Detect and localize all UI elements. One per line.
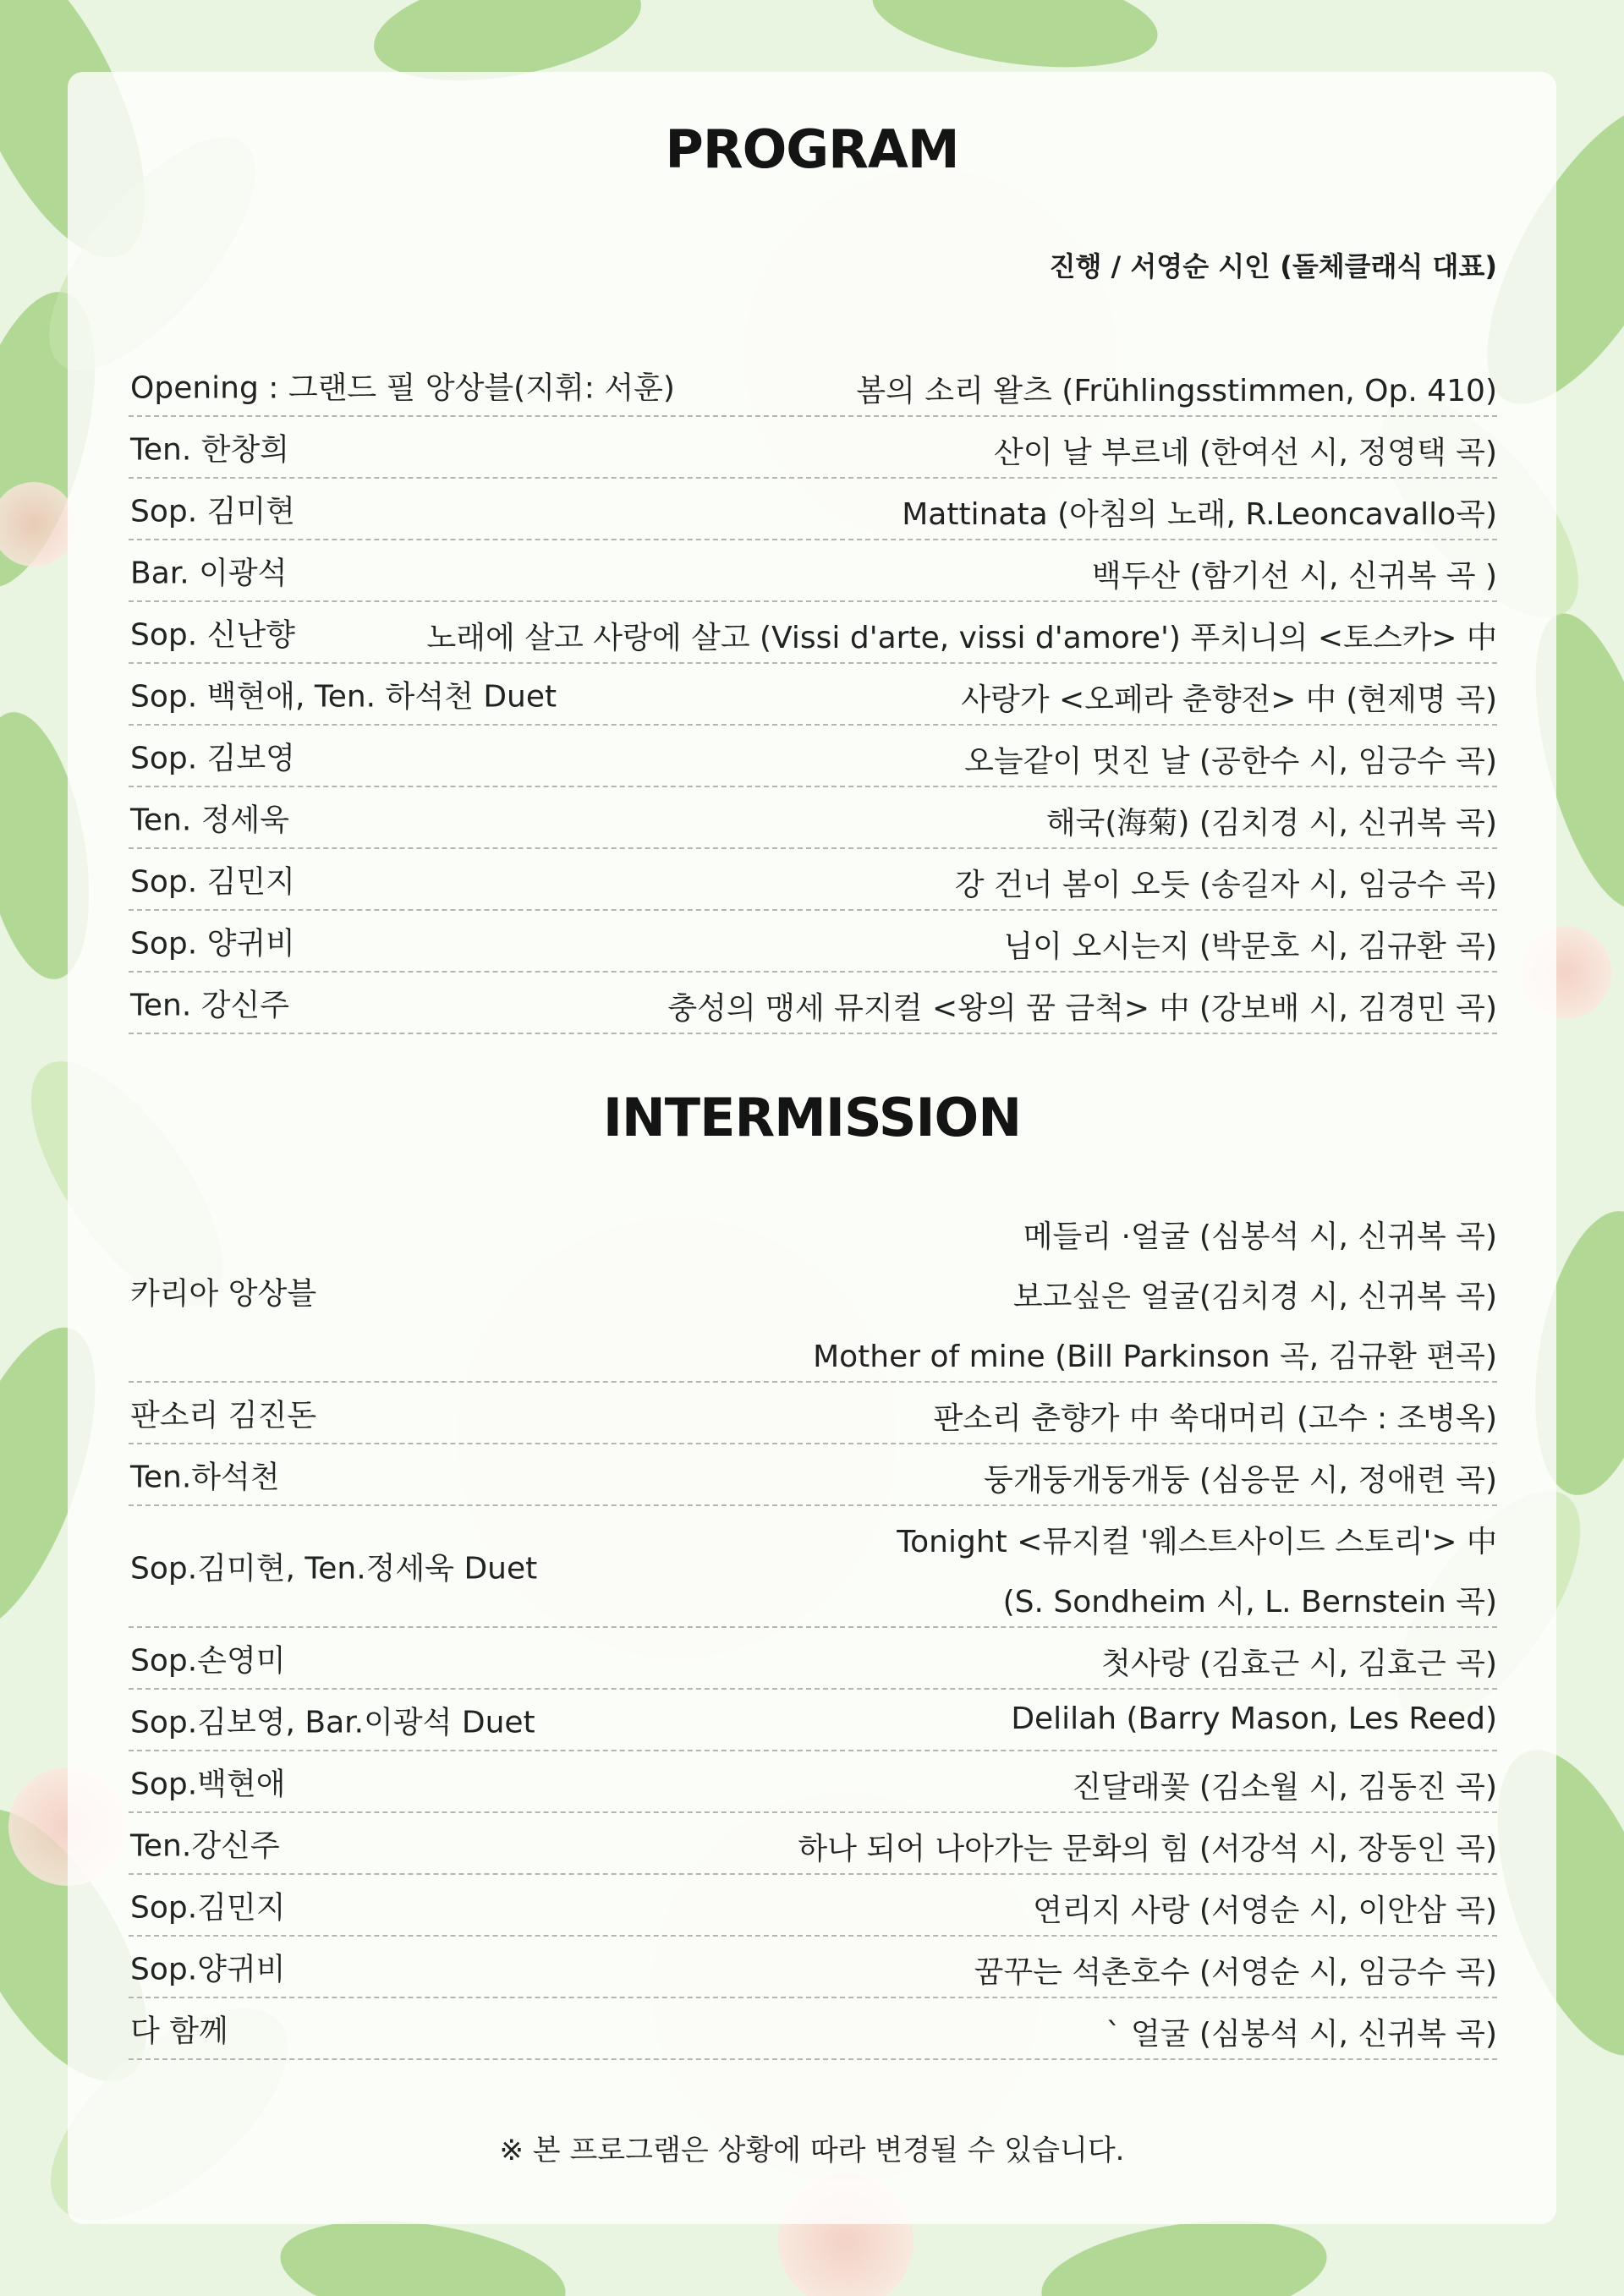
piece-title: 보고싶은 얼굴(김치경 시, 신귀복 곡) <box>1012 1280 1497 1314</box>
piece-title: 꿈꾸는 석촌호수 (서영순 시, 임긍수 곡) <box>974 1955 1497 1990</box>
performer-name: Sop.김보영, Bar.이광석 Duet <box>130 1705 535 1740</box>
piece-title: (S. Sondheim 시, L. Bernstein 곡) <box>1002 1585 1497 1619</box>
piece-title: 메들리 ·얼굴 (심봉석 시, 신귀복 곡) <box>1023 1219 1497 1254</box>
performer-name: Ten. 강신주 <box>130 988 290 1022</box>
program-row <box>129 787 1497 849</box>
piece-title: 진달래꽃 (김소월 시, 김동진 곡) <box>1072 1770 1497 1805</box>
piece-title: 노래에 살고 사랑에 살고 (Vissi d'arte, vissi d'amore') 푸치니의 <토스카> 中 <box>426 621 1497 655</box>
program-row <box>129 849 1497 911</box>
program-list <box>129 355 1497 1034</box>
piece-title: 첫사랑 (김효근 시, 김효근 곡) <box>1101 1647 1497 1681</box>
program-row <box>129 417 1497 479</box>
piece-title: 오늘같이 멋진 날 (공한수 시, 임긍수 곡) <box>964 744 1497 779</box>
performer-name: Sop. 김보영 <box>130 741 295 775</box>
piece-title: 백두산 (함기선 시, 신귀복 곡 ) <box>1091 559 1497 594</box>
piece-title: 님이 오시는지 (박문호 시, 김규환 곡) <box>1003 929 1497 964</box>
piece-title: 판소리 춘향가 中 쑥대머리 (고수 : 조병옥) <box>933 1401 1497 1436</box>
program-row <box>129 1383 1497 1444</box>
performer-name: Sop. 신난향 <box>130 617 295 652</box>
piece-title: 해국(海菊) (김치경 시, 신귀복 곡) <box>1045 806 1497 841</box>
program-row <box>129 1444 1497 1506</box>
program-row <box>129 1813 1497 1875</box>
piece-title: 하나 되어 나아가는 문화의 힘 (서강석 시, 장동인 곡) <box>798 1832 1497 1866</box>
performer-name: Sop. 김민지 <box>130 864 295 899</box>
performer-name: Ten.강신주 <box>130 1828 280 1863</box>
piece-title: 산이 날 부르네 (한여선 시, 정영택 곡) <box>993 436 1497 470</box>
program-row <box>129 540 1497 602</box>
program-row <box>129 1201 1497 1383</box>
piece-title: ` 얼굴 (심봉석 시, 신귀복 곡) <box>1106 2017 1497 2052</box>
program-row <box>129 602 1497 664</box>
performer-name: Sop.김미현, Ten.정세욱 Duet <box>130 1551 538 1586</box>
performer-name: Opening : 그랜드 필 앙상블(지휘: 서훈) <box>130 370 675 405</box>
program-row <box>129 1506 1497 1628</box>
program-row <box>129 1937 1497 1998</box>
program-row <box>129 664 1497 726</box>
program-row <box>129 726 1497 787</box>
program-row <box>129 479 1497 540</box>
performer-name: 판소리 김진돈 <box>130 1398 317 1433</box>
piece-title: 강 건너 봄이 오듯 (송길자 시, 임긍수 곡) <box>954 868 1497 902</box>
piece-title: 봄의 소리 왈츠 (Frühlingsstimmen, Op. 410) <box>856 374 1497 408</box>
program-row <box>129 1875 1497 1937</box>
performer-name: Sop.손영미 <box>130 1643 286 1678</box>
piece-title: 연리지 사랑 (서영순 시, 이안삼 곡) <box>1033 1893 1497 1928</box>
performer-name: Ten. 한창희 <box>130 432 290 467</box>
program-row <box>129 355 1497 417</box>
piece-title: 충성의 맹세 뮤지컬 <왕의 꿈 금척> 中 (강보배 시, 김경민 곡) <box>667 991 1497 1026</box>
performer-name: 카리아 앙상블 <box>130 1276 317 1311</box>
performer-name: Sop. 백현애, Ten. 하석천 Duet <box>130 679 557 714</box>
intermission-title: INTERMISSION <box>602 1087 1022 1148</box>
performer-name: Sop.백현애 <box>130 1767 286 1801</box>
piece-title: Mother of mine (Bill Parkinson 곡, 김규환 편곡) <box>813 1340 1497 1374</box>
program-row <box>129 1998 1497 2060</box>
piece-title: Mattinata (아침의 노래, R.Leoncavallo곡) <box>902 497 1497 532</box>
program-row <box>129 973 1497 1034</box>
piece-title: Delilah (Barry Mason, Les Reed) <box>1011 1701 1497 1736</box>
performer-name: Sop. 양귀비 <box>130 926 295 961</box>
program-row <box>129 1628 1497 1690</box>
program-row <box>129 1751 1497 1813</box>
performer-name: Sop.김민지 <box>130 1890 286 1925</box>
program-row <box>129 1690 1497 1751</box>
performer-name: Bar. 이광석 <box>130 556 288 590</box>
performer-name: Ten.하석천 <box>130 1460 280 1494</box>
performer-name: Sop.양귀비 <box>130 1952 286 1986</box>
piece-title: 둥개둥개둥개둥 (심응문 시, 정애련 곡) <box>984 1463 1497 1498</box>
performer-name: Sop. 김미현 <box>130 494 295 529</box>
change-notice: ※ 본 프로그램은 상황에 따라 변경될 수 있습니다. <box>499 2134 1125 2167</box>
performer-name: 다 함께 <box>130 2014 228 2048</box>
host-line: 진행 / 서영순 시인 (돌체클래식 대표) <box>1049 250 1497 282</box>
intermission-list <box>129 1201 1497 2060</box>
piece-title: Tonight <뮤지컬 '웨스트사이드 스토리'> 中 <box>897 1525 1497 1559</box>
program-title: PROGRAM <box>665 118 959 180</box>
program-row <box>129 911 1497 973</box>
piece-title: 사랑가 <오페라 춘향전> 中 (현제명 곡) <box>961 682 1497 717</box>
performer-name: Ten. 정세욱 <box>130 803 290 837</box>
